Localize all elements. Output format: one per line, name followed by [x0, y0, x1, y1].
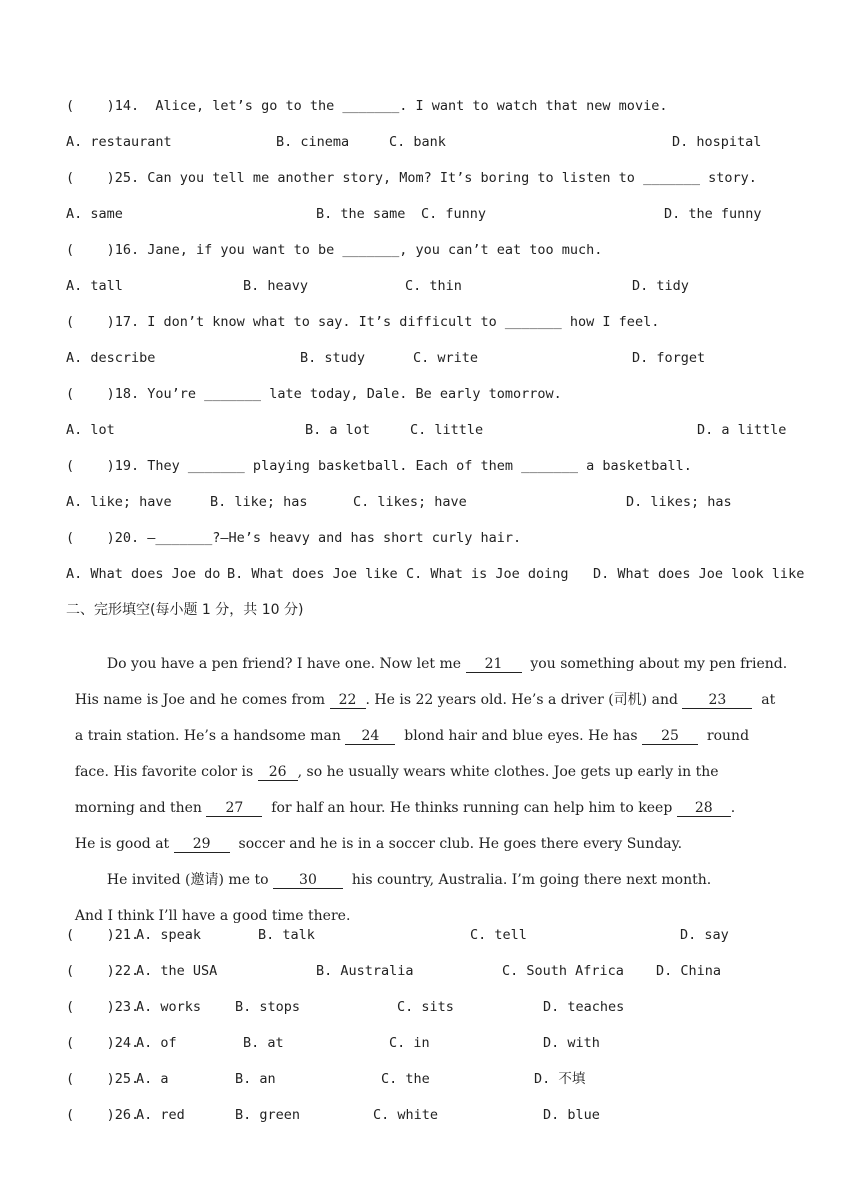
blank-25: 25	[642, 729, 698, 745]
option-d: D. teaches	[543, 999, 625, 1015]
passage-text: at	[752, 692, 776, 708]
option-b: B. What does Joe like	[227, 566, 398, 582]
passage-text: blond hair and blue eyes. He has	[395, 728, 643, 744]
blank-29: 29	[174, 837, 230, 853]
option-d: D. hospital	[672, 134, 762, 150]
option-a: A. describe	[66, 350, 156, 366]
option-b: B. an	[235, 1071, 276, 1087]
option-b: B. green	[235, 1107, 301, 1123]
blank-26: 26	[258, 765, 298, 781]
passage-text: for half an hour. He thinks running can help him to keep	[262, 800, 677, 816]
option-b: B. Australia	[316, 963, 414, 979]
option-d: D. say	[680, 927, 729, 943]
passage-line	[66, 889, 350, 925]
passage-line	[66, 817, 682, 853]
question-20-stem: ( )20. —_______?—He’s heavy and has short curly hair.	[66, 530, 522, 546]
option-a: A. a	[136, 1071, 169, 1087]
passage-text: His name is Joe and he comes from	[74, 692, 330, 708]
question-14-stem: ( )14. Alice, let’s go to the _______. I want to watch that new movie.	[66, 98, 668, 114]
question-17-stem: ( )17. I don’t know what to say. It’s difficult to _______ how I feel.	[66, 314, 660, 330]
question-22-stem: ( )22.	[66, 963, 140, 979]
passage-text: his country, Australia. I’m going there next month.	[342, 872, 712, 888]
option-c: C. tell	[470, 927, 527, 943]
option-b: B. heavy	[243, 278, 309, 294]
option-c: C. white	[373, 1107, 439, 1123]
passage-text: face. His favorite color is	[74, 764, 258, 780]
question-16-stem: ( )16. Jane, if you want to be _______, you can’t eat too much.	[66, 242, 603, 258]
passage-line	[66, 673, 775, 709]
option-c: C. South Africa	[502, 963, 624, 979]
passage-text: .	[730, 800, 736, 816]
question-25-stem: ( )25.	[66, 1071, 140, 1087]
option-c: C. little	[410, 422, 484, 438]
passage-line	[98, 853, 711, 889]
option-d: D. China	[656, 963, 722, 979]
option-d: D. the funny	[664, 206, 762, 222]
blank-27: 27	[206, 801, 262, 817]
option-a: A. same	[66, 206, 123, 222]
question-21-stem: ( )21.	[66, 927, 140, 943]
option-a: A. restaurant	[66, 134, 172, 150]
option-d: D. a little	[697, 422, 787, 438]
passage-line	[66, 781, 735, 817]
question-23-stem: ( )23.	[66, 999, 140, 1015]
option-c: C. write	[413, 350, 479, 366]
option-c: C. likes; have	[353, 494, 467, 510]
passage-text: And I think I’ll have a good time there.	[74, 908, 351, 924]
option-d: D. tidy	[632, 278, 689, 294]
option-d: D. What does Joe look like	[593, 566, 805, 582]
question-25-stem: ( )25. Can you tell me another story, Mom? It’s boring to listen to _______ story.	[66, 170, 757, 186]
blank-22: 22	[330, 693, 366, 709]
question-19-stem: ( )19. They _______ playing basketball. Each of them _______ a basketball.	[66, 458, 692, 474]
option-c: C. in	[389, 1035, 430, 1051]
passage-text: round	[698, 728, 750, 744]
option-d: D. likes; has	[626, 494, 732, 510]
passage-text: you something about my pen friend.	[521, 656, 788, 672]
option-b: B. talk	[258, 927, 315, 943]
option-a: A. of	[136, 1035, 177, 1051]
passage-text: He is good at	[74, 836, 174, 852]
option-a: A. the USA	[136, 963, 218, 979]
question-24-stem: ( )24.	[66, 1035, 140, 1051]
question-18-stem: ( )18. You’re _______ late today, Dale. Be early tomorrow.	[66, 386, 562, 402]
option-c: C. funny	[421, 206, 487, 222]
blank-28: 28	[677, 801, 731, 817]
passage-text: soccer and he is in a soccer club. He goes there every Sunday.	[229, 836, 683, 852]
blank-21: 21	[466, 657, 522, 673]
option-b: B. study	[300, 350, 366, 366]
option-b: B. stops	[235, 999, 301, 1015]
option-a: A. What does Joe do	[66, 566, 221, 582]
option-b: B. cinema	[276, 134, 350, 150]
blank-30: 30	[273, 873, 343, 889]
question-26-stem: ( )26.	[66, 1107, 140, 1123]
option-c: C. thin	[405, 278, 462, 294]
option-a: A. speak	[136, 927, 202, 943]
blank-24: 24	[345, 729, 395, 745]
option-d: D. 不填	[534, 1071, 586, 1087]
option-a: A. tall	[66, 278, 123, 294]
passage-text: a train station. He’s a handsome man	[74, 728, 346, 744]
option-d: D. forget	[632, 350, 706, 366]
passage-line	[66, 709, 749, 745]
option-a: A. red	[136, 1107, 185, 1123]
passage-text: , so he usually wears white clothes. Joe gets up early in the	[297, 764, 719, 780]
option-b: B. at	[243, 1035, 284, 1051]
option-d: D. with	[543, 1035, 600, 1051]
passage-line	[66, 745, 719, 781]
option-b: B. a lot	[305, 422, 371, 438]
option-c: C. the	[381, 1071, 430, 1087]
option-c: C. sits	[397, 999, 454, 1015]
blank-23: 23	[682, 693, 752, 709]
passage-text: . He is 22 years old. He’s a driver (司机) and	[365, 692, 683, 708]
passage-text: morning and then	[74, 800, 207, 816]
passage-line	[98, 637, 787, 673]
option-a: A. lot	[66, 422, 115, 438]
option-b: B. the same	[316, 206, 406, 222]
option-c: C. bank	[389, 134, 446, 150]
option-a: A. works	[136, 999, 202, 1015]
option-d: D. blue	[543, 1107, 600, 1123]
option-b: B. like; has	[210, 494, 308, 510]
option-a: A. like; have	[66, 494, 172, 510]
option-c: C. What is Joe doing	[406, 566, 569, 582]
passage-text: He invited (邀请) me to	[106, 872, 273, 888]
passage-text: Do you have a pen friend? I have one. Now let me	[106, 656, 466, 672]
section-heading: 二、完形填空(每小题 1 分，共 10 分)	[66, 602, 304, 618]
